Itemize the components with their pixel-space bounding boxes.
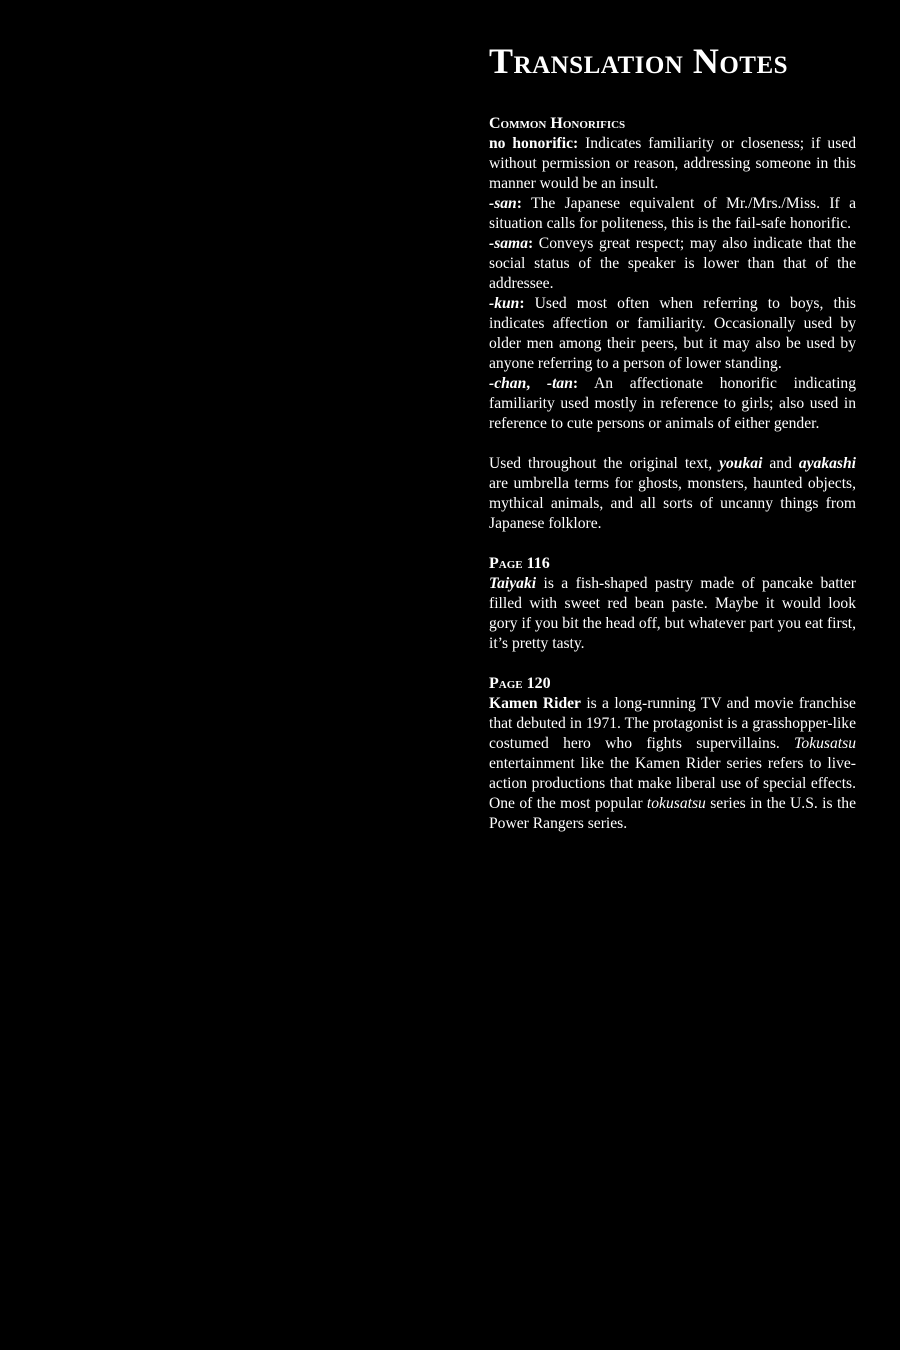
intro-text-2: and bbox=[762, 455, 799, 472]
intro-term-ayakashi: ayakashi bbox=[798, 455, 857, 472]
honorific-term: -san bbox=[489, 195, 517, 212]
honorific-entry-sama bbox=[489, 234, 856, 294]
tokusatsu-term: Tokusatsu bbox=[794, 735, 856, 752]
honorific-description: Conveys great respect; may also indicate that the social status of the speaker is lower than that of the addressee. bbox=[489, 235, 856, 292]
page-120-text-1: is a long-running TV and movie franchise that debuted in 1971. The protagonist is a grasshopper-like costumed hero who fights supervillains. bbox=[489, 695, 856, 752]
taiyaki-term: Taiyaki bbox=[489, 575, 537, 592]
page-116-note bbox=[489, 554, 856, 654]
page-120-note bbox=[489, 674, 856, 834]
youkai-intro-paragraph bbox=[489, 454, 856, 534]
honorific-term: no honorific: bbox=[489, 135, 579, 152]
page-120-heading: Page 120 bbox=[489, 675, 551, 692]
page-title: Translation Notes bbox=[489, 41, 789, 81]
honorific-separator: , bbox=[526, 375, 547, 392]
intro-term-youkai: youkai bbox=[719, 455, 763, 472]
common-honorifics-heading: Common Honorifics bbox=[489, 115, 626, 132]
honorific-term: -chan bbox=[489, 375, 527, 392]
honorific-term: -sama bbox=[489, 235, 528, 252]
youkai-intro-section bbox=[489, 454, 856, 534]
honorific-colon: : bbox=[516, 195, 522, 212]
page-120-paragraph bbox=[489, 694, 856, 834]
honorific-description: Used most often when referring to boys, this indicates affection or familiarity. Occasionally used by older men among their peers, but it may also be used by anyone referring to a person of lower standing. bbox=[489, 295, 856, 372]
honorific-entry-chan-tan bbox=[489, 374, 856, 434]
honorific-entry-none bbox=[489, 134, 856, 194]
page-116-heading: Page 116 bbox=[489, 555, 550, 572]
common-honorifics-section bbox=[489, 114, 856, 434]
honorific-term-2: -tan bbox=[546, 375, 573, 392]
page-116-paragraph bbox=[489, 574, 856, 654]
honorific-colon: : bbox=[572, 375, 579, 392]
honorific-description: The Japanese equivalent of Mr./Mrs./Miss. If a situation calls for politeness, this is the fail-safe honorific. bbox=[489, 195, 856, 232]
intro-text-1: Used throughout the original text, bbox=[489, 455, 720, 472]
page-120-text-3: series in the U.S. is the Power Rangers series. bbox=[489, 795, 856, 832]
page-116-text: is a fish-shaped pastry made of pancake batter filled with sweet red bean paste. Maybe it would look gory if you bit the head off, but whatever part you eat first, it’s pretty tasty. bbox=[489, 575, 856, 652]
intro-text-3: are umbrella terms for ghosts, monsters, haunted objects, mythical animals, and all sorts of uncanny things from Japanese folklore. bbox=[489, 475, 856, 532]
page-120-text-2: entertainment like the Kamen Rider series refers to live-action productions that make liberal use of special effects. One of the most popular bbox=[489, 755, 856, 812]
honorific-term: -kun bbox=[489, 295, 520, 312]
honorific-entry-san bbox=[489, 194, 856, 234]
honorific-description: Indicates familiarity or closeness; if used without permission or reason, addressing someone in this manner would be an insult. bbox=[489, 135, 856, 192]
tokusatsu-term-2: tokusatsu bbox=[646, 795, 706, 812]
kamen-rider-term: Kamen Rider bbox=[489, 695, 581, 712]
translation-notes-column bbox=[489, 40, 856, 834]
honorific-entry-kun bbox=[489, 294, 856, 374]
honorific-description: An affectionate honorific indicating familiarity used mostly in reference to girls; also used in reference to cute persons or animals of either gender. bbox=[489, 375, 856, 432]
honorific-colon: : bbox=[519, 295, 525, 312]
honorific-colon: : bbox=[527, 235, 534, 252]
